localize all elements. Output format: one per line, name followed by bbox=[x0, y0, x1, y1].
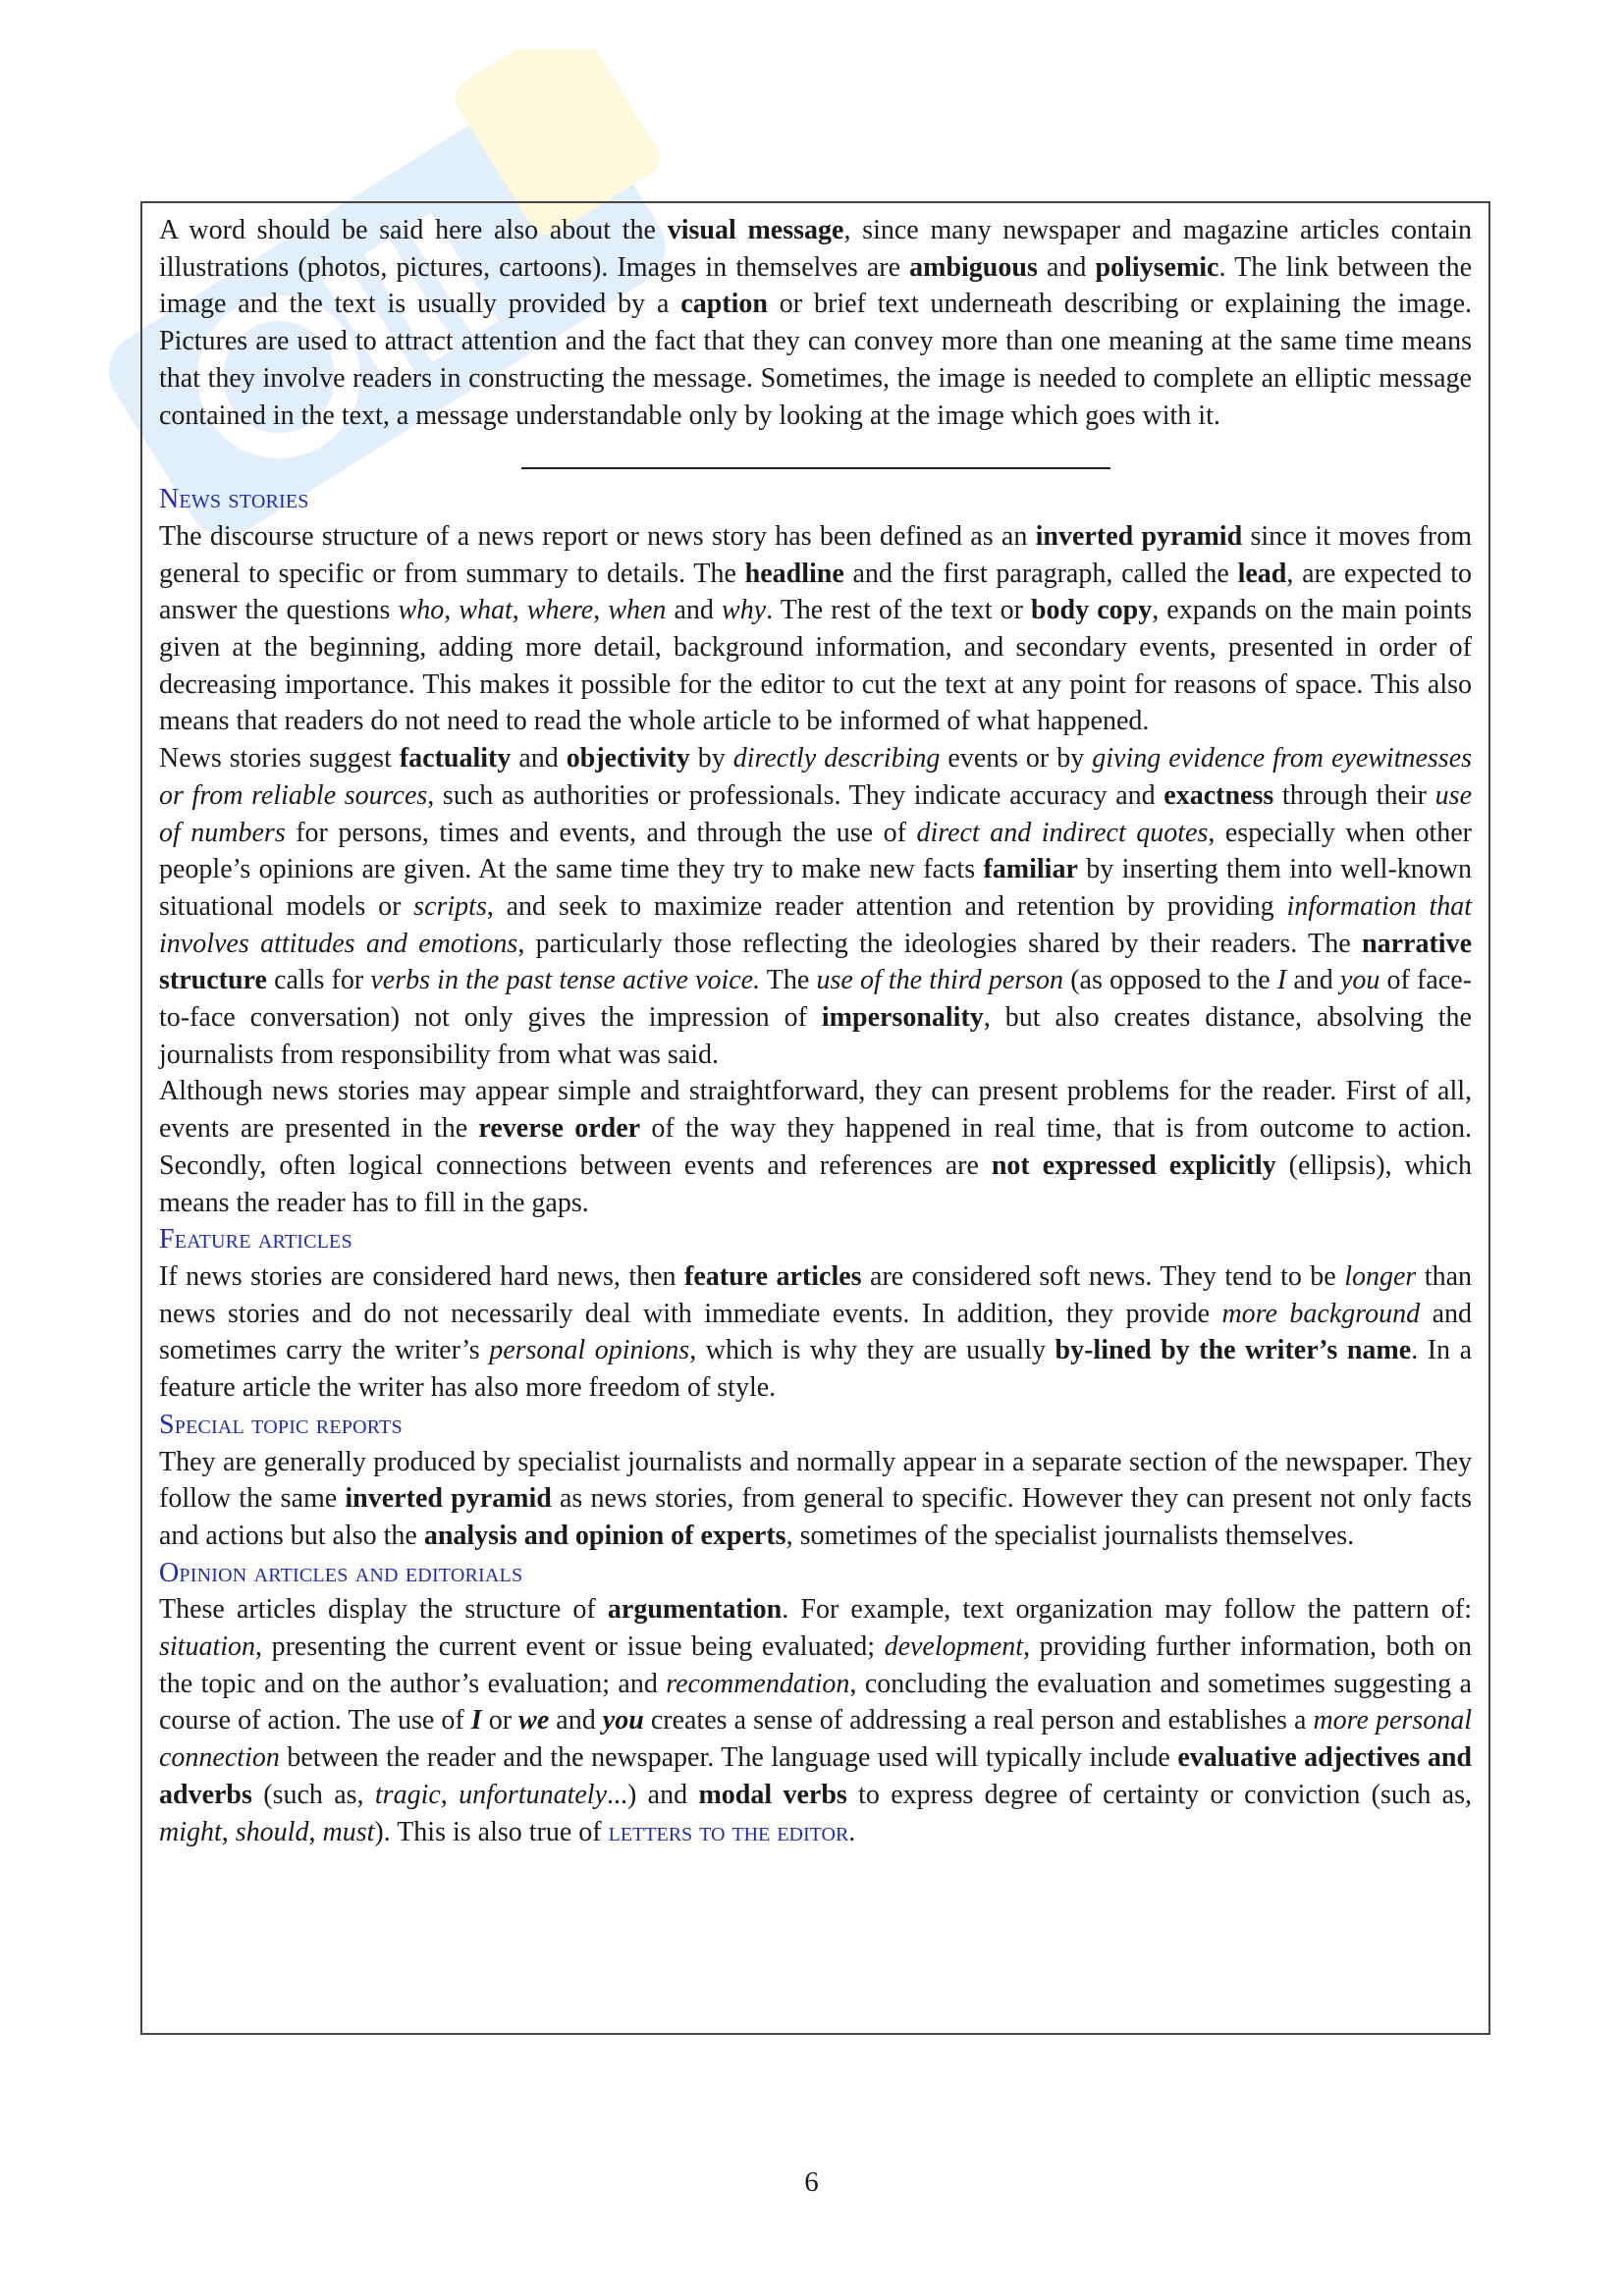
news-stories-paragraph-3: Although news stories may appear simple and straightforward, they can present problems for the reader. First of all, events are presented in the reverse order of the way they happened in real time, that is from outcome to action. Secondly, often logical connections between events and references are not expressed explicitly (ellipsis), which means the reader has to fill in the gaps. bbox=[159, 1076, 1473, 1218]
feature-articles-paragraph: If news stories are considered hard news, then feature articles are considered soft news. They tend to be longer than news stories and do not necessarily deal with immediate events. In addition, they provide more background and sometimes carry the writer’s personal opinions, which is why they are usually by-lined by the writer’s name. In a feature article the writer has also more freedom of style. bbox=[159, 1260, 1473, 1404]
page-number: 6 bbox=[804, 2166, 819, 2198]
opinion-articles-paragraph: These articles display the structure of argumentation. For example, text organization may follow the pattern of: situation, presenting the current event or issue being evaluated; development, providing further information, both on the topic and on the author’s evaluation; and recommendation, concluding the evaluation and sometimes suggesting a course of action. The use of I or we and you creates a sense of addressing a real person and establishes a more personal connection between the reader and the newspaper. The language used will typically include evaluative adjectives and adverbs (such as, tragic, unfortunately...) and modal verbs to express degree of certainty or conviction (such as, might, should, must). This is also true of letters to the editor. bbox=[159, 1594, 1473, 1847]
intro-paragraph: A word should be said here also about the visual message, since many newspaper and magazine articles contain illustrations (photos, pictures, cartoons). Images in themselves are ambiguous and poliysemic. The link between the image and the text is usually provided by a caption or brief text underneath describing or explaining the image. Pictures are used to attract attention and the fact that they can convey more than one meaning at the same time means that they involve readers in constructing the message. Sometimes, the image is needed to complete an elliptic message contained in the text, a message understandable only by looking at the image which goes with it. bbox=[159, 215, 1473, 431]
heading-feature-articles: Feature articles bbox=[159, 1224, 352, 1255]
news-stories-paragraph-2: News stories suggest factuality and objectivity by directly describing events or by giving evidence from eyewitnesses or from reliable sources, such as authorities or professionals. They indicate accuracy and exactness through their use of numbers for persons, times and events, and through the use of direct and indirect quotes, especially when other people’s opinions are given. At the same time they try to make new facts familiar by inserting them into well-known situational models or scripts, and seek to maximize reader attention and retention by providing information that involves attitudes and emotions, particularly those reflecting the ideologies shared by their readers. The narrative structure calls for verbs in the past tense active voice. The use of the third person (as opposed to the I and you of face-to-face conversation) not only gives the impression of impersonality, but also creates distance, absolving the journalists from responsibility from what was said. bbox=[159, 743, 1473, 1070]
content-box bbox=[140, 201, 1490, 2035]
section-divider bbox=[521, 467, 1110, 469]
special-topic-reports-paragraph: They are generally produced by specialist journalists and normally appear in a separate section of the newspaper. They follow the same inverted pyramid as news stories, from general to specific. However they can present not only facts and actions but also the analysis and opinion of experts, sometimes of the specialist journalists themselves. bbox=[159, 1446, 1472, 1551]
news-stories-paragraph-1: The discourse structure of a news report or news story has been defined as an inverted pyramid since it moves from general to specific or from summary to details. The headline and the first paragraph, called the lead, are expected to answer the questions who, what, where, when and why. The rest of the text or body copy, expands on the main points given at the beginning, adding more detail, background information, and secondary events, presented in order of decreasing importance. This makes it possible for the editor to cut the text at any point for reasons of space. This also means that readers do not need to read the whole article to be informed of what happened. bbox=[159, 520, 1472, 737]
heading-opinion-articles: Opinion articles and editorials bbox=[159, 1557, 523, 1588]
heading-special-topic-reports: Special topic reports bbox=[159, 1409, 403, 1440]
heading-news-stories: News stories bbox=[159, 484, 309, 515]
